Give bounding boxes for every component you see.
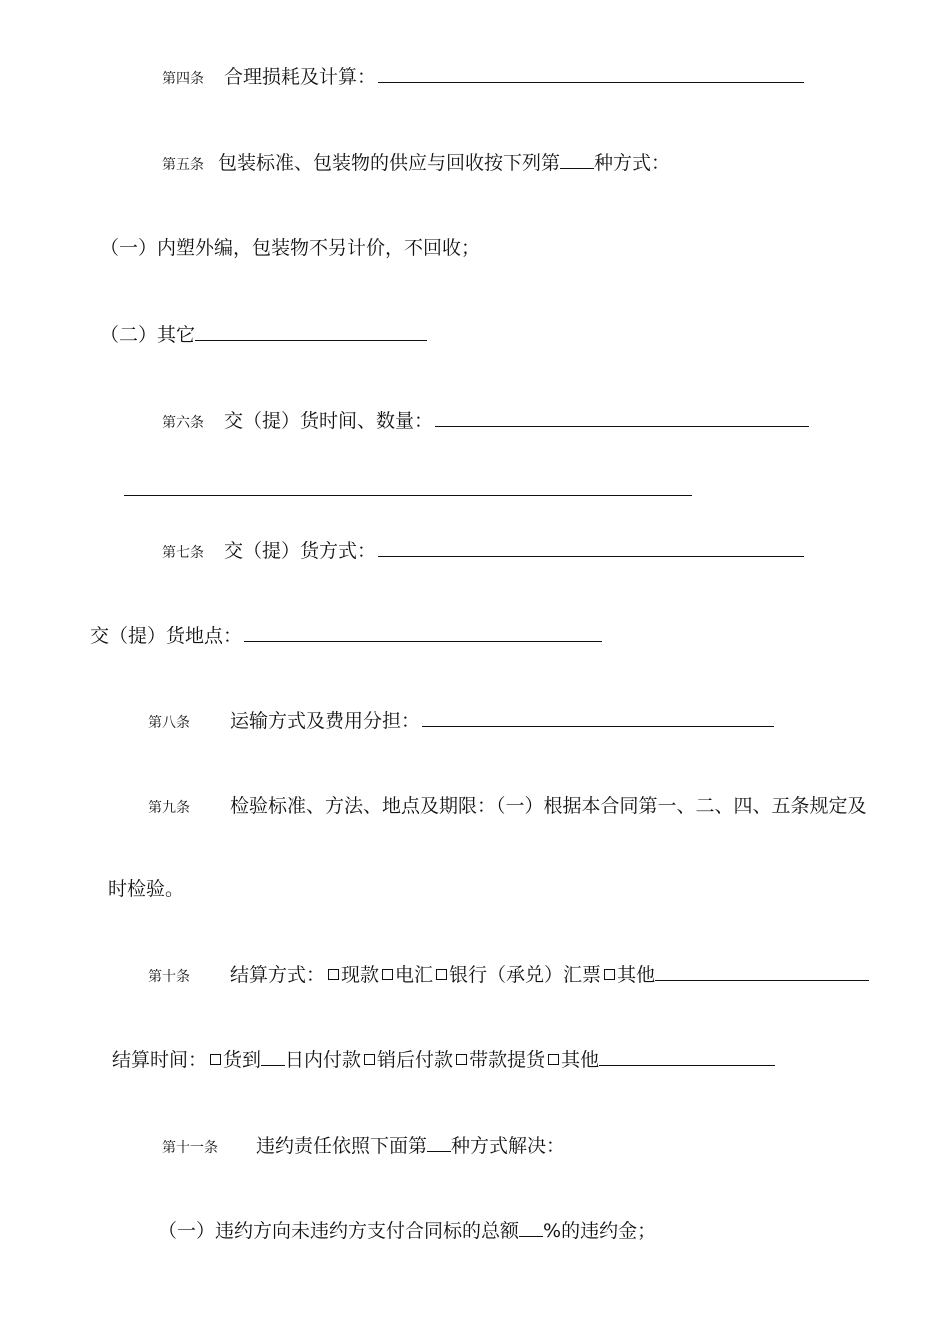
article-10-time-label: 结算时间： (112, 1049, 208, 1071)
option-arrival-pre: 货到 (223, 1049, 262, 1071)
article-4 (162, 64, 804, 88)
article-10-other-blank[interactable] (655, 962, 869, 981)
penalty-percent-blank[interactable] (519, 1218, 543, 1237)
option-other-time: 其他 (561, 1049, 600, 1071)
article-8-text: 运输方式及费用分担： (230, 710, 421, 732)
article-7 (162, 538, 804, 562)
article-10-time-other-blank[interactable] (599, 1047, 775, 1066)
article-6-text: 交（提）货时间、数量： (224, 410, 434, 432)
article-7-number: 第七条 (162, 545, 204, 561)
article-11-number: 第十一条 (162, 1140, 218, 1156)
checkbox-after-sale[interactable] (364, 1054, 375, 1065)
article-10-time (112, 1047, 775, 1071)
checkbox-cash[interactable] (328, 969, 339, 980)
article-5-text-post: 种方式： (594, 152, 671, 174)
article-11-option-1-post: %的违约金； (543, 1220, 657, 1242)
checkbox-cash-on-pickup[interactable] (456, 1054, 467, 1065)
article-11 (162, 1133, 565, 1157)
option-arrival-post: 日内付款 (285, 1049, 362, 1071)
article-7-place-blank[interactable] (244, 623, 602, 642)
option-cash: 现款 (341, 964, 380, 986)
article-9 (148, 794, 867, 818)
article-11-text-post: 种方式解决： (451, 1135, 566, 1157)
article-10 (148, 962, 869, 986)
article-11-option-1-pre: （一）违约方向未违约方支付合同标的总额 (158, 1220, 520, 1242)
article-7-place (90, 623, 602, 647)
article-9-continued-text: 时检验。 (108, 878, 185, 900)
article-9-number: 第九条 (148, 800, 190, 816)
checkbox-wire-transfer[interactable] (382, 969, 393, 980)
article-5-text-pre: 包装标准、包装物的供应与回收按下列第 (218, 152, 561, 174)
option-bank-draft: 银行（承兑）汇票 (449, 964, 602, 986)
article-6-number: 第六条 (162, 415, 204, 431)
option-other-payment: 其他 (617, 964, 656, 986)
article-5-number: 第五条 (162, 157, 204, 173)
article-5-blank[interactable] (560, 150, 594, 169)
article-11-text-pre: 违约责任依照下面第 (256, 1135, 428, 1157)
article-8 (148, 708, 774, 732)
article-4-blank[interactable] (378, 64, 804, 83)
article-6-blank[interactable] (435, 408, 809, 427)
option-cash-on-pickup: 带款提货 (469, 1049, 546, 1071)
checkbox-days-after-arrival[interactable] (210, 1054, 221, 1065)
option-wire-transfer: 电汇 (395, 964, 434, 986)
article-5-option-2-blank[interactable] (195, 322, 427, 341)
article-10-number: 第十条 (148, 969, 190, 985)
days-blank[interactable] (261, 1047, 285, 1066)
article-8-blank[interactable] (422, 708, 774, 727)
article-5 (162, 150, 670, 174)
article-7-text: 交（提）货方式： (224, 540, 377, 562)
article-4-number: 第四条 (162, 71, 204, 87)
article-5-option-2 (100, 322, 427, 346)
article-11-option-1 (158, 1218, 656, 1242)
article-5-option-1 (100, 236, 480, 260)
checkbox-bank-draft[interactable] (436, 969, 447, 980)
article-7-blank[interactable] (378, 538, 804, 557)
article-11-blank[interactable] (427, 1133, 451, 1152)
article-9-continued (108, 877, 184, 901)
article-10-label: 结算方式： (230, 964, 326, 986)
option-after-sale: 销后付款 (377, 1049, 454, 1071)
checkbox-other-time[interactable] (548, 1054, 559, 1065)
article-9-text: 检验标准、方法、地点及期限：（一）根据本合同第一、二、四、五条规定及 (230, 795, 867, 817)
article-4-text: 合理损耗及计算： (224, 66, 377, 88)
checkbox-other-payment[interactable] (604, 969, 615, 980)
article-6 (162, 408, 809, 432)
article-5-option-1-text: （一）内塑外编，包装物不另计价，不回收； (100, 237, 481, 259)
article-5-option-2-text: （二）其它 (100, 324, 196, 346)
article-8-number: 第八条 (148, 715, 190, 731)
article-6-blank-line-2[interactable] (124, 495, 692, 496)
article-7-place-text: 交（提）货地点： (90, 625, 243, 647)
